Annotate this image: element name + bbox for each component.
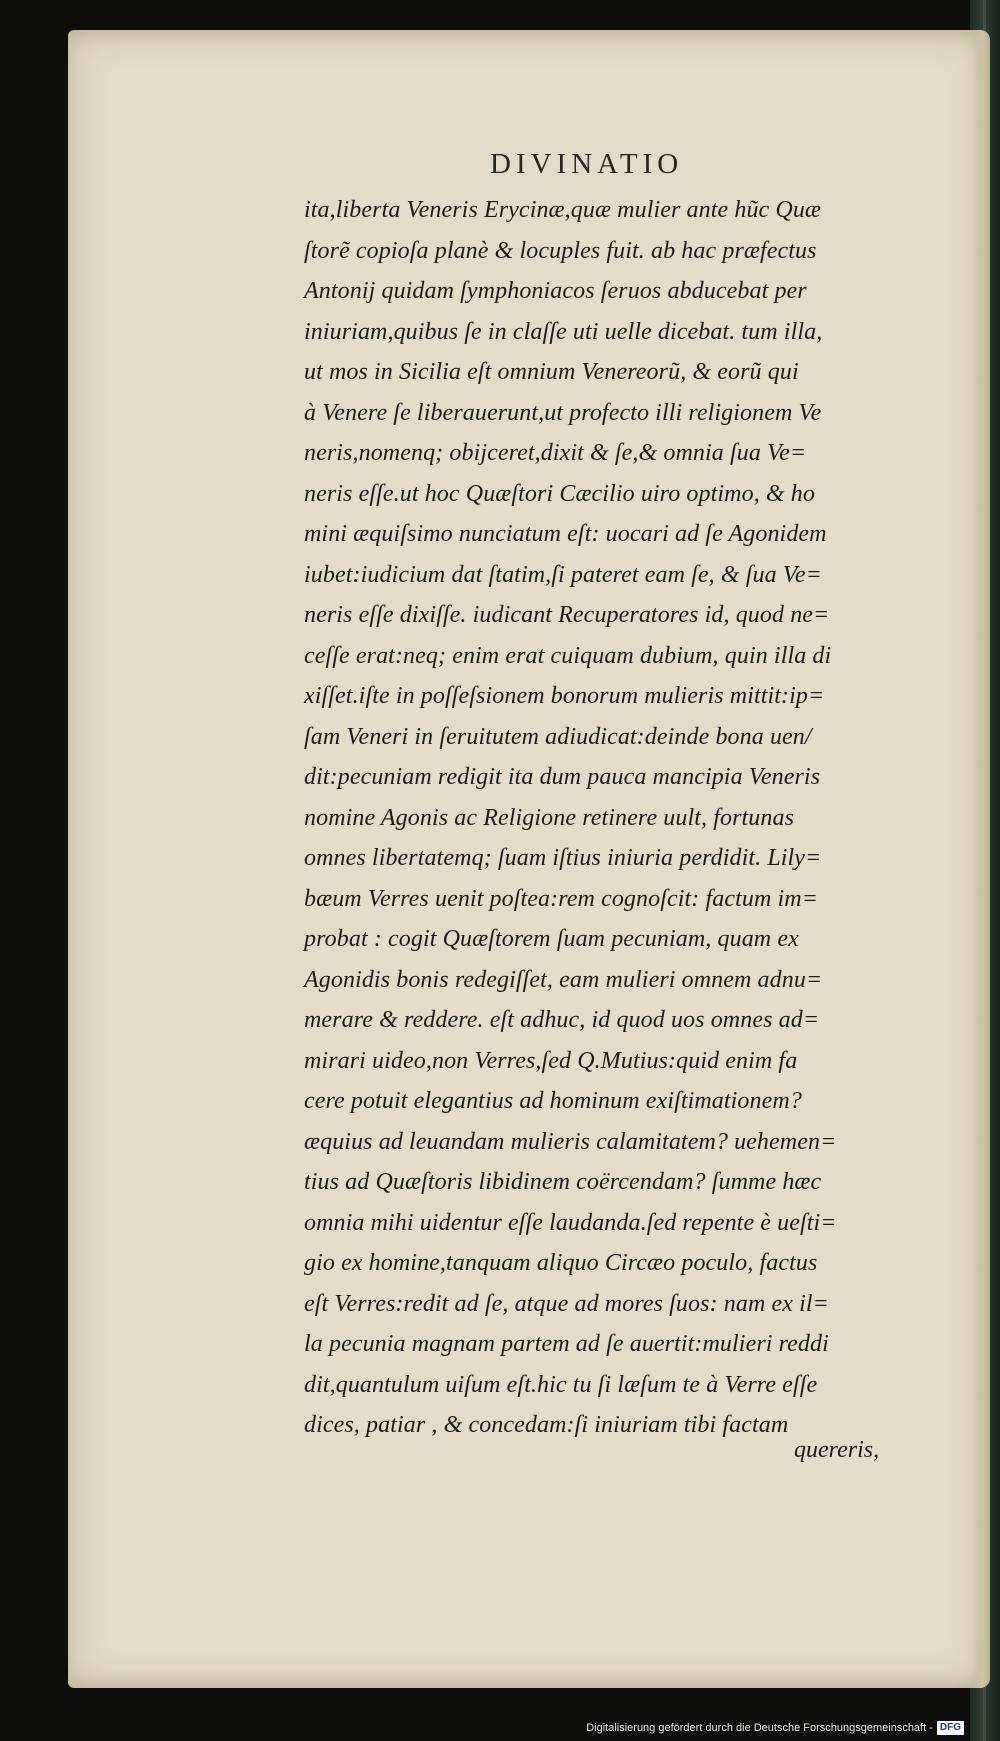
text-line: nomine Agonis ac Religione retinere uult, fortunas (304, 804, 795, 831)
credit-text: Digitalisierung gefördert durch die Deutsche Forschungsgemeinschaft - (586, 1722, 933, 1734)
text-line: ſam Veneri in ſeruitutem adiudicat:deinde bona uen/ (304, 723, 812, 750)
text-line: æquius ad leuandam mulieris calamitatem? uehemen= (304, 1128, 837, 1155)
text-line: ſtorẽ copioſa planè & locuples fuit. ab hac præfectus (304, 237, 817, 264)
running-head: DIVINATIO (490, 148, 684, 180)
text-line: probat : cogit Quæſtorem ſuam pecuniam, quam ex (304, 926, 799, 952)
text-line: bæum Verres uenit poſtea:rem cognoſcit: factum im= (304, 885, 818, 912)
text-line: dit:pecuniam redigit ita dum pauca mancipia Veneris (304, 764, 821, 790)
text-line: cere potuit elegantius ad hominum exiſtimationem? (304, 1088, 802, 1114)
text-line: ut mos in Sicilia eſt omnium Venereorũ, & eorũ qui (304, 359, 799, 385)
text-line: neris,nomenq; obijceret,dixit & ſe,& omnia ſua Ve= (304, 440, 807, 466)
text-line: eſt Verres:redit ad ſe, atque ad mores ſuos: nam ex il= (304, 1290, 829, 1317)
text-line: à Venere ſe liberauerunt,ut profecto illi religionem Ve (304, 399, 822, 426)
text-line: ceſſe erat:neq; enim erat cuiquam dubium, quin illa di (304, 642, 832, 669)
text-line: dit,quantulum uiſum eſt.hic tu ſi læſum te à Verre eſſe (304, 1371, 818, 1398)
text-line: merare & reddere. eſt adhuc, id quod uos omnes ad= (304, 1007, 820, 1033)
text-block (304, 190, 944, 1446)
text-line: dices, patiar , & concedam:ſi iniuriam tibi factam (304, 1412, 789, 1438)
text-line: ita,liberta Veneris Erycinæ,quæ mulier ante hũc Quæ (304, 197, 822, 223)
text-line: Agonidis bonis redegiſſet, eam mulieri omnem adnu= (304, 966, 823, 993)
text-line: omnes libertatemq; ſuam iſtius iniuria perdidit. Lily= (304, 845, 822, 871)
text-line: gio ex homine,tanquam aliquo Circæo poculo, factus (304, 1250, 818, 1276)
text-line: tius ad Quæſtoris libidinem coërcendam? ſumme hæc (304, 1169, 822, 1195)
text-line: neris eſſe dixiſſe. iudicant Recuperatores id, quod ne= (304, 602, 830, 628)
dfg-logo: DFG (937, 1721, 964, 1735)
catchword: quereris, (794, 1437, 880, 1463)
text-line: mini æquiſsimo nunciatum eſt: uocari ad ſe Agonidem (304, 521, 827, 547)
page-fold-shadow (972, 30, 990, 1688)
digitization-credit (586, 1719, 964, 1737)
text-line: iubet:iudicium dat ſtatim,ſi pateret eam ſe, & ſua Ve= (304, 561, 822, 588)
text-line: omnia mihi uidentur eſſe laudanda.ſed repente è ueſti= (304, 1209, 837, 1236)
text-line: la pecunia magnam partem ad ſe auertit:mulieri reddi (304, 1331, 829, 1357)
text-line: Antonij quidam ſymphoniacos ſeruos abducebat per (304, 278, 807, 304)
text-line: neris eſſe.ut hoc Quæſtori Cæcilio uiro optimo, & ho (304, 480, 815, 507)
text-line: iniuriam,quibus ſe in claſſe uti uelle dicebat. tum illa, (304, 318, 823, 345)
text-line: mirari uideo,non Verres,ſed Q.Mutius:quid enim fa (304, 1047, 798, 1074)
text-line: xiſſet.iſte in poſſeſsionem bonorum mulieris mittit:ip= (304, 683, 825, 709)
